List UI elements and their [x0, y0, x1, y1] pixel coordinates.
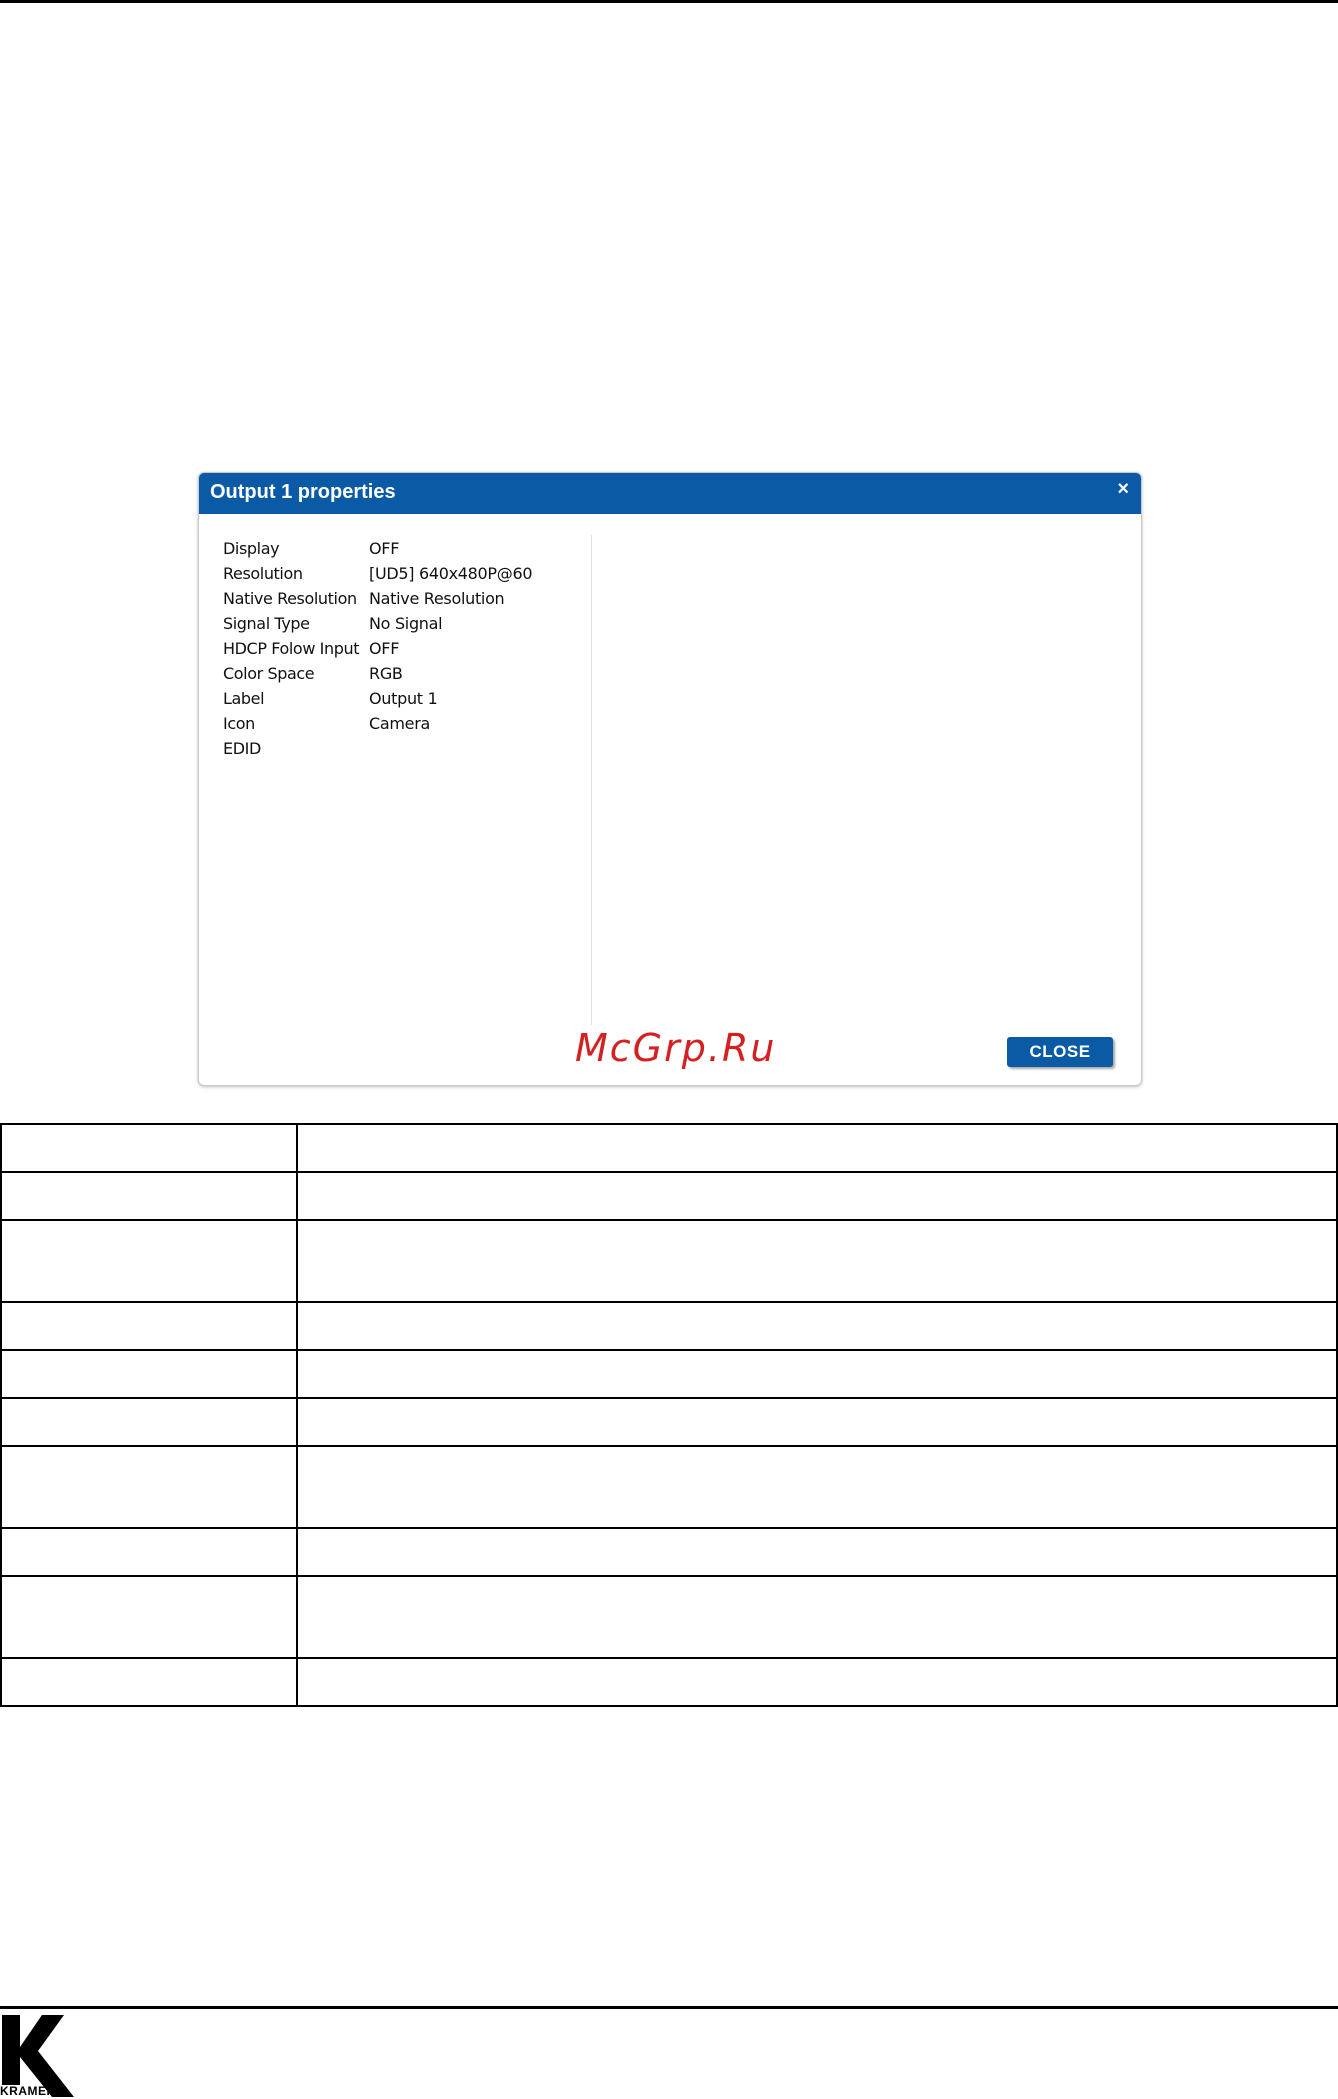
table-row	[1, 1220, 1337, 1302]
output-properties-dialog	[198, 472, 1142, 1086]
table-cell	[1, 1124, 297, 1172]
table-cell	[1, 1446, 297, 1528]
dialog-titlebar	[199, 473, 1141, 514]
property-value: OFF	[369, 639, 400, 658]
property-label: Native Resolution	[223, 589, 357, 608]
property-label: Label	[223, 689, 265, 708]
table-cell	[1, 1658, 297, 1706]
property-label: Resolution	[223, 564, 303, 583]
table-row	[1, 1528, 1337, 1576]
property-row	[223, 736, 593, 761]
table-cell	[1, 1172, 297, 1220]
property-value: Camera	[369, 714, 430, 733]
property-row	[223, 686, 593, 711]
table-row	[1, 1576, 1337, 1658]
property-label: HDCP Folow Input	[223, 639, 360, 658]
table-row	[1, 1350, 1337, 1398]
table-row	[1, 1658, 1337, 1706]
description-table	[0, 1123, 1338, 1707]
table-cell	[297, 1124, 1337, 1172]
property-value: Output 1	[369, 689, 438, 708]
dialog-title: Output 1 properties	[210, 481, 396, 503]
table-cell	[297, 1350, 1337, 1398]
panel-divider	[591, 535, 592, 1025]
property-value: No Signal	[369, 614, 443, 633]
table-cell	[297, 1446, 1337, 1528]
property-label: Signal Type	[223, 614, 310, 633]
property-row	[223, 636, 593, 661]
bottom-rule	[0, 2006, 1338, 2009]
watermark: McGrp.Ru	[575, 1026, 777, 1070]
table-cell	[1, 1302, 297, 1350]
properties-list	[223, 536, 593, 761]
table-cell	[297, 1398, 1337, 1446]
close-icon[interactable]: ×	[1117, 478, 1129, 500]
table-cell	[1, 1220, 297, 1302]
property-row	[223, 611, 593, 636]
property-label: Color Space	[223, 664, 315, 683]
table-row	[1, 1398, 1337, 1446]
property-row	[223, 586, 593, 611]
table-cell	[297, 1220, 1337, 1302]
table-cell	[1, 1576, 297, 1658]
property-value: [UD5] 640x480P@60	[369, 564, 533, 583]
property-row	[223, 661, 593, 686]
table-cell	[1, 1350, 297, 1398]
table-row	[1, 1124, 1337, 1172]
property-row	[223, 711, 593, 736]
property-value: RGB	[369, 664, 403, 683]
property-value: Native Resolution	[369, 589, 505, 608]
table-cell	[1, 1528, 297, 1576]
top-rule	[0, 0, 1338, 3]
table-row	[1, 1172, 1337, 1220]
table-row	[1, 1302, 1337, 1350]
property-label: Icon	[223, 714, 255, 733]
table-cell	[1, 1398, 297, 1446]
table-cell	[297, 1172, 1337, 1220]
table-cell	[297, 1302, 1337, 1350]
property-row	[223, 561, 593, 586]
property-row	[223, 536, 593, 561]
property-value: OFF	[369, 539, 400, 558]
table-cell	[297, 1576, 1337, 1658]
close-button[interactable]: CLOSE	[1007, 1037, 1113, 1067]
property-label: EDID	[223, 739, 261, 758]
table-row	[1, 1446, 1337, 1528]
property-label: Display	[223, 539, 280, 558]
brand-name: KRAMER	[0, 2084, 56, 2098]
table-cell	[297, 1658, 1337, 1706]
table-cell	[297, 1528, 1337, 1576]
